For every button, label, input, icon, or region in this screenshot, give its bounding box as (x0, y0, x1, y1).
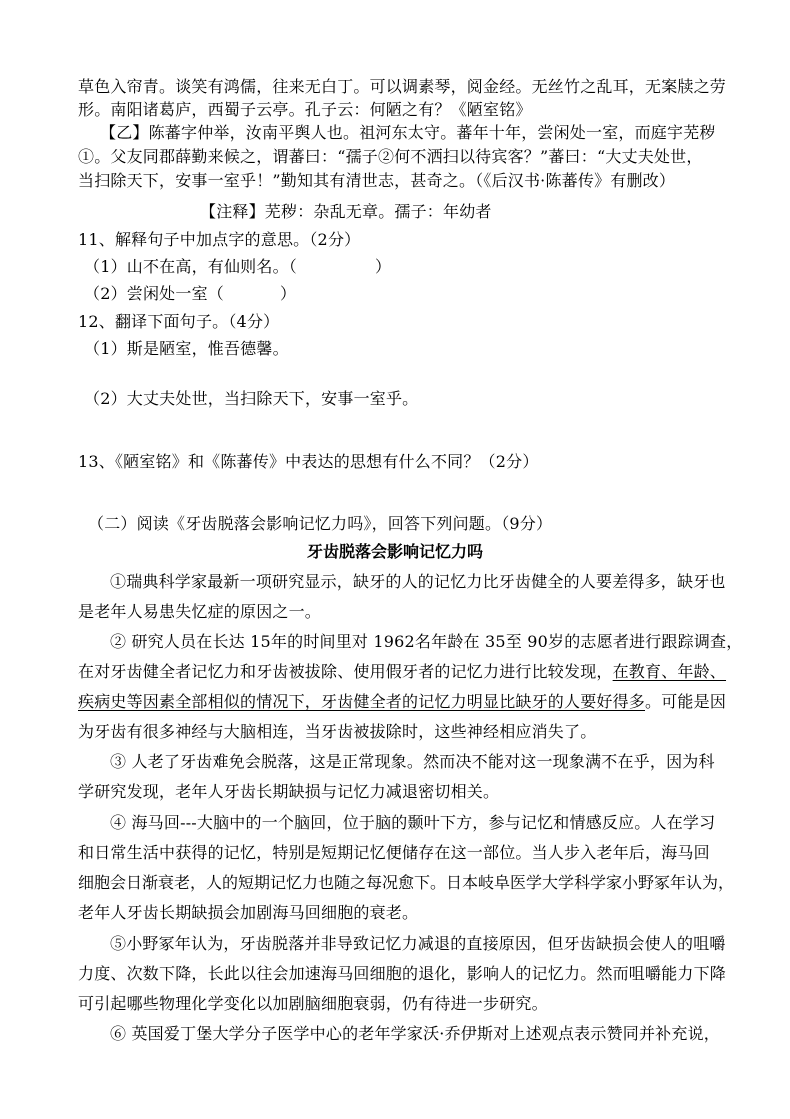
paragraph-2-cont (78, 691, 738, 713)
question-11: 11、解释句子中加点字的意思。（2分） (78, 230, 361, 249)
paragraph-2-cont: 为牙齿有很多神经与大脑相连，当牙齿被拔除时，这些神经相应消失了。 (78, 722, 597, 741)
question-13: 13、《陋室铭》和《陈蕃传》中表达的思想有什么不同？（2分） (78, 452, 539, 471)
article-title: 牙齿脱落会影响记忆力吗 (306, 542, 483, 561)
text-line: 形。南阳诸葛庐，西蜀子云亭。孔子云：何陋之有？《陋室铭》 (78, 100, 532, 119)
text-line: 当扫除天下，安事一室乎！”勤知其有清世志，甚奇之。（《后汉书·陈蕃传》有删改） (78, 171, 676, 190)
paragraph-4: ④ 海马回---大脑中的一个脑回，位于脑的颞叶下方，参与记忆和情感反应。人在学习 (110, 813, 716, 832)
paragraph-4-cont: 老年人牙齿长期缺损会加剧海马回细胞的衰老。 (78, 903, 419, 922)
paragraph-3: ③ 人老了牙齿难免会脱落，这是正常现象。然而决不能对这一现象满不在乎，因为科 (110, 752, 715, 771)
underlined-text: 疾病史等因素全部相似的情况下，牙齿健全者的记忆力明显比缺牙的人要好得多 (78, 692, 646, 711)
underlined-text: 在教育、年龄、 (612, 662, 727, 681)
paragraph-2-cont (78, 661, 738, 683)
paragraph-5-cont: 力度、次数下降，长此以往会加速海马回细胞的退化，影响人的记忆力。然而咀嚼能力下降 (78, 964, 727, 983)
paragraph-4-cont: 和日常生活中获得的记忆，特别是短期记忆便储存在这一部位。当人步入老年后，海马回 (78, 843, 710, 862)
question-11-item-2 (84, 283, 744, 305)
question-12-item-1: （1）斯是陋室，惟吾德馨。 (84, 339, 289, 358)
item-text: ） (279, 284, 297, 303)
section-two-heading: （二）阅读《牙齿脱落会影响记忆力吗》，回答下列问题。（9分） (88, 514, 553, 533)
question-12-item-2: （2）大丈夫处世，当扫除天下，安事一室乎。 (84, 389, 419, 408)
paragraph-4-cont: 细胞会日渐衰老，人的短期记忆力也随之每况愈下。日本岐阜医学大学科学家小野冢年认为， (78, 873, 735, 892)
text-run: 。可能是因 (645, 692, 727, 711)
paragraph-1: ①瑞典科学家最新一项研究显示，缺牙的人的记忆力比牙齿健全的人要差得多，缺牙也 (110, 572, 726, 591)
paragraph-1-cont: 是老年人易患失忆症的原因之一。 (78, 602, 322, 621)
item-text: （2）尝闲处一室（ (84, 284, 224, 303)
item-text: ） (374, 257, 392, 276)
item-text: （1）山不在高，有仙则名。（ (84, 257, 297, 276)
paragraph-2: ② 研究人员在长达 15年的时间里对 1962名年龄在 35至 90岁的志愿者进行跟踪调查， (110, 632, 743, 651)
paragraph-6: ⑥ 英国爱丁堡大学分子医学中心的老年学家沃·乔伊斯对上述观点表示赞同并补充说， (110, 1024, 720, 1043)
text-line: ①。父友同郡薛勤来候之，谓蕃曰：“孺子②何不洒扫以待宾客？”蕃曰：“大丈夫处世， (78, 147, 703, 166)
text-run: 在对牙齿健全者记忆力和牙齿被拔除、使用假牙者的记忆力进行比较发现， (78, 662, 613, 681)
question-11-item-1 (84, 256, 744, 278)
paragraph-5-cont: 可引起哪些物理化学变化以加剧脑细胞衰弱，仍有待进一步研究。 (78, 994, 548, 1013)
paragraph-5: ⑤小野冢年认为，牙齿脱落并非导致记忆力减退的直接原因，但牙齿缺损会使人的咀嚼 (110, 934, 726, 953)
question-12: 12、翻译下面句子。（4分） (78, 312, 280, 331)
annotation-note: 【注释】芜秽：杂乱无章。孺子：年幼者 (200, 202, 492, 221)
text-line: 草色入帘青。谈笑有鸿儒，往来无白丁。可以调素琴，阅金经。无丝竹之乱耳，无案牍之劳 (78, 77, 727, 96)
paragraph-3-cont: 学研究发现，老年人牙齿长期缺损与记忆力减退密切相关。 (78, 782, 500, 801)
passage-b-line: 【乙】陈蕃字仲举，汝南平舆人也。祖河东太守。蕃年十年，尝闲处一室，而庭宇芜秽 (100, 123, 716, 142)
